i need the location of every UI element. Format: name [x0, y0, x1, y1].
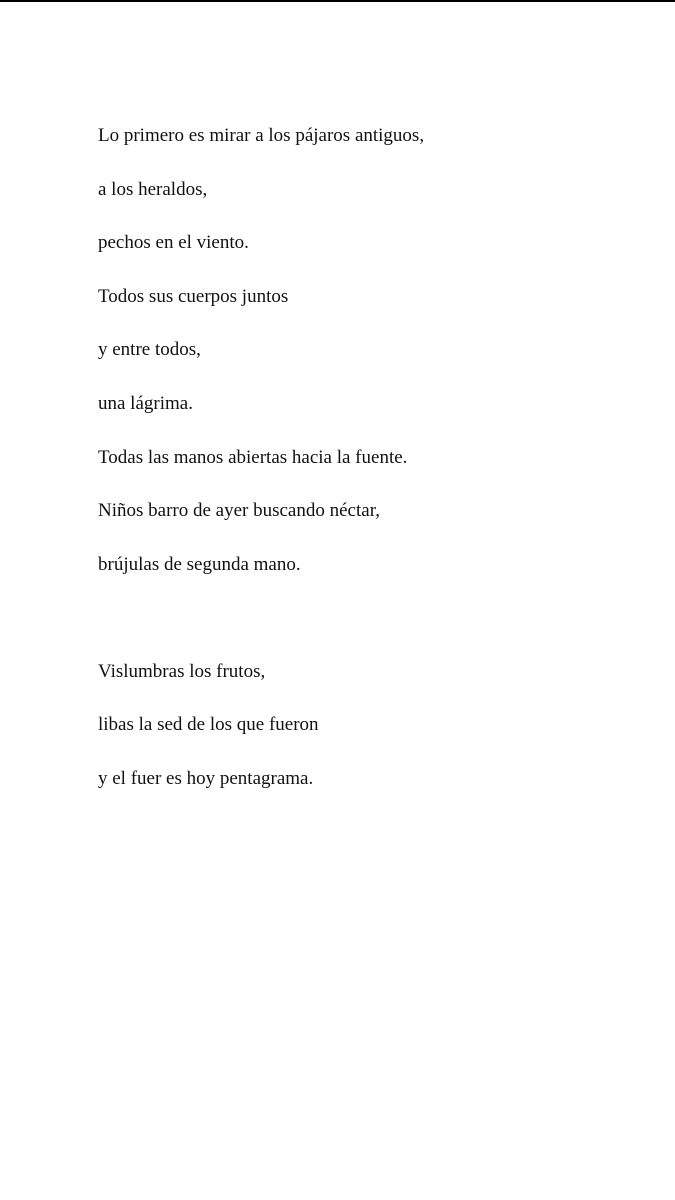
poem-line: Vislumbras los frutos, — [98, 660, 266, 682]
stanza-1 — [98, 122, 658, 578]
poem-line: Lo primero es mirar a los pájaros antiguos, — [98, 125, 425, 146]
poem-line: a los heraldos, — [98, 178, 208, 200]
poem-line: Todas las manos abiertas hacia la fuente. — [98, 446, 408, 468]
stanza-break — [98, 604, 658, 631]
poem-line: Niños barro de ayer buscando néctar, — [98, 500, 381, 522]
poem-line: y entre todos, — [98, 339, 201, 361]
poem-line: y el fuer es hoy pentagrama. — [98, 767, 314, 789]
stanza-2 — [98, 658, 658, 792]
poem-body — [98, 122, 658, 818]
poem-line: Todos sus cuerpos juntos — [98, 285, 289, 307]
poem-line: pechos en el viento. — [98, 232, 249, 254]
poem-line: libas la sed de los que fueron — [98, 714, 319, 736]
top-border-line — [0, 0, 675, 2]
poem-line: una lágrima. — [98, 392, 193, 414]
poem-line: brújulas de segunda mano. — [98, 553, 301, 575]
